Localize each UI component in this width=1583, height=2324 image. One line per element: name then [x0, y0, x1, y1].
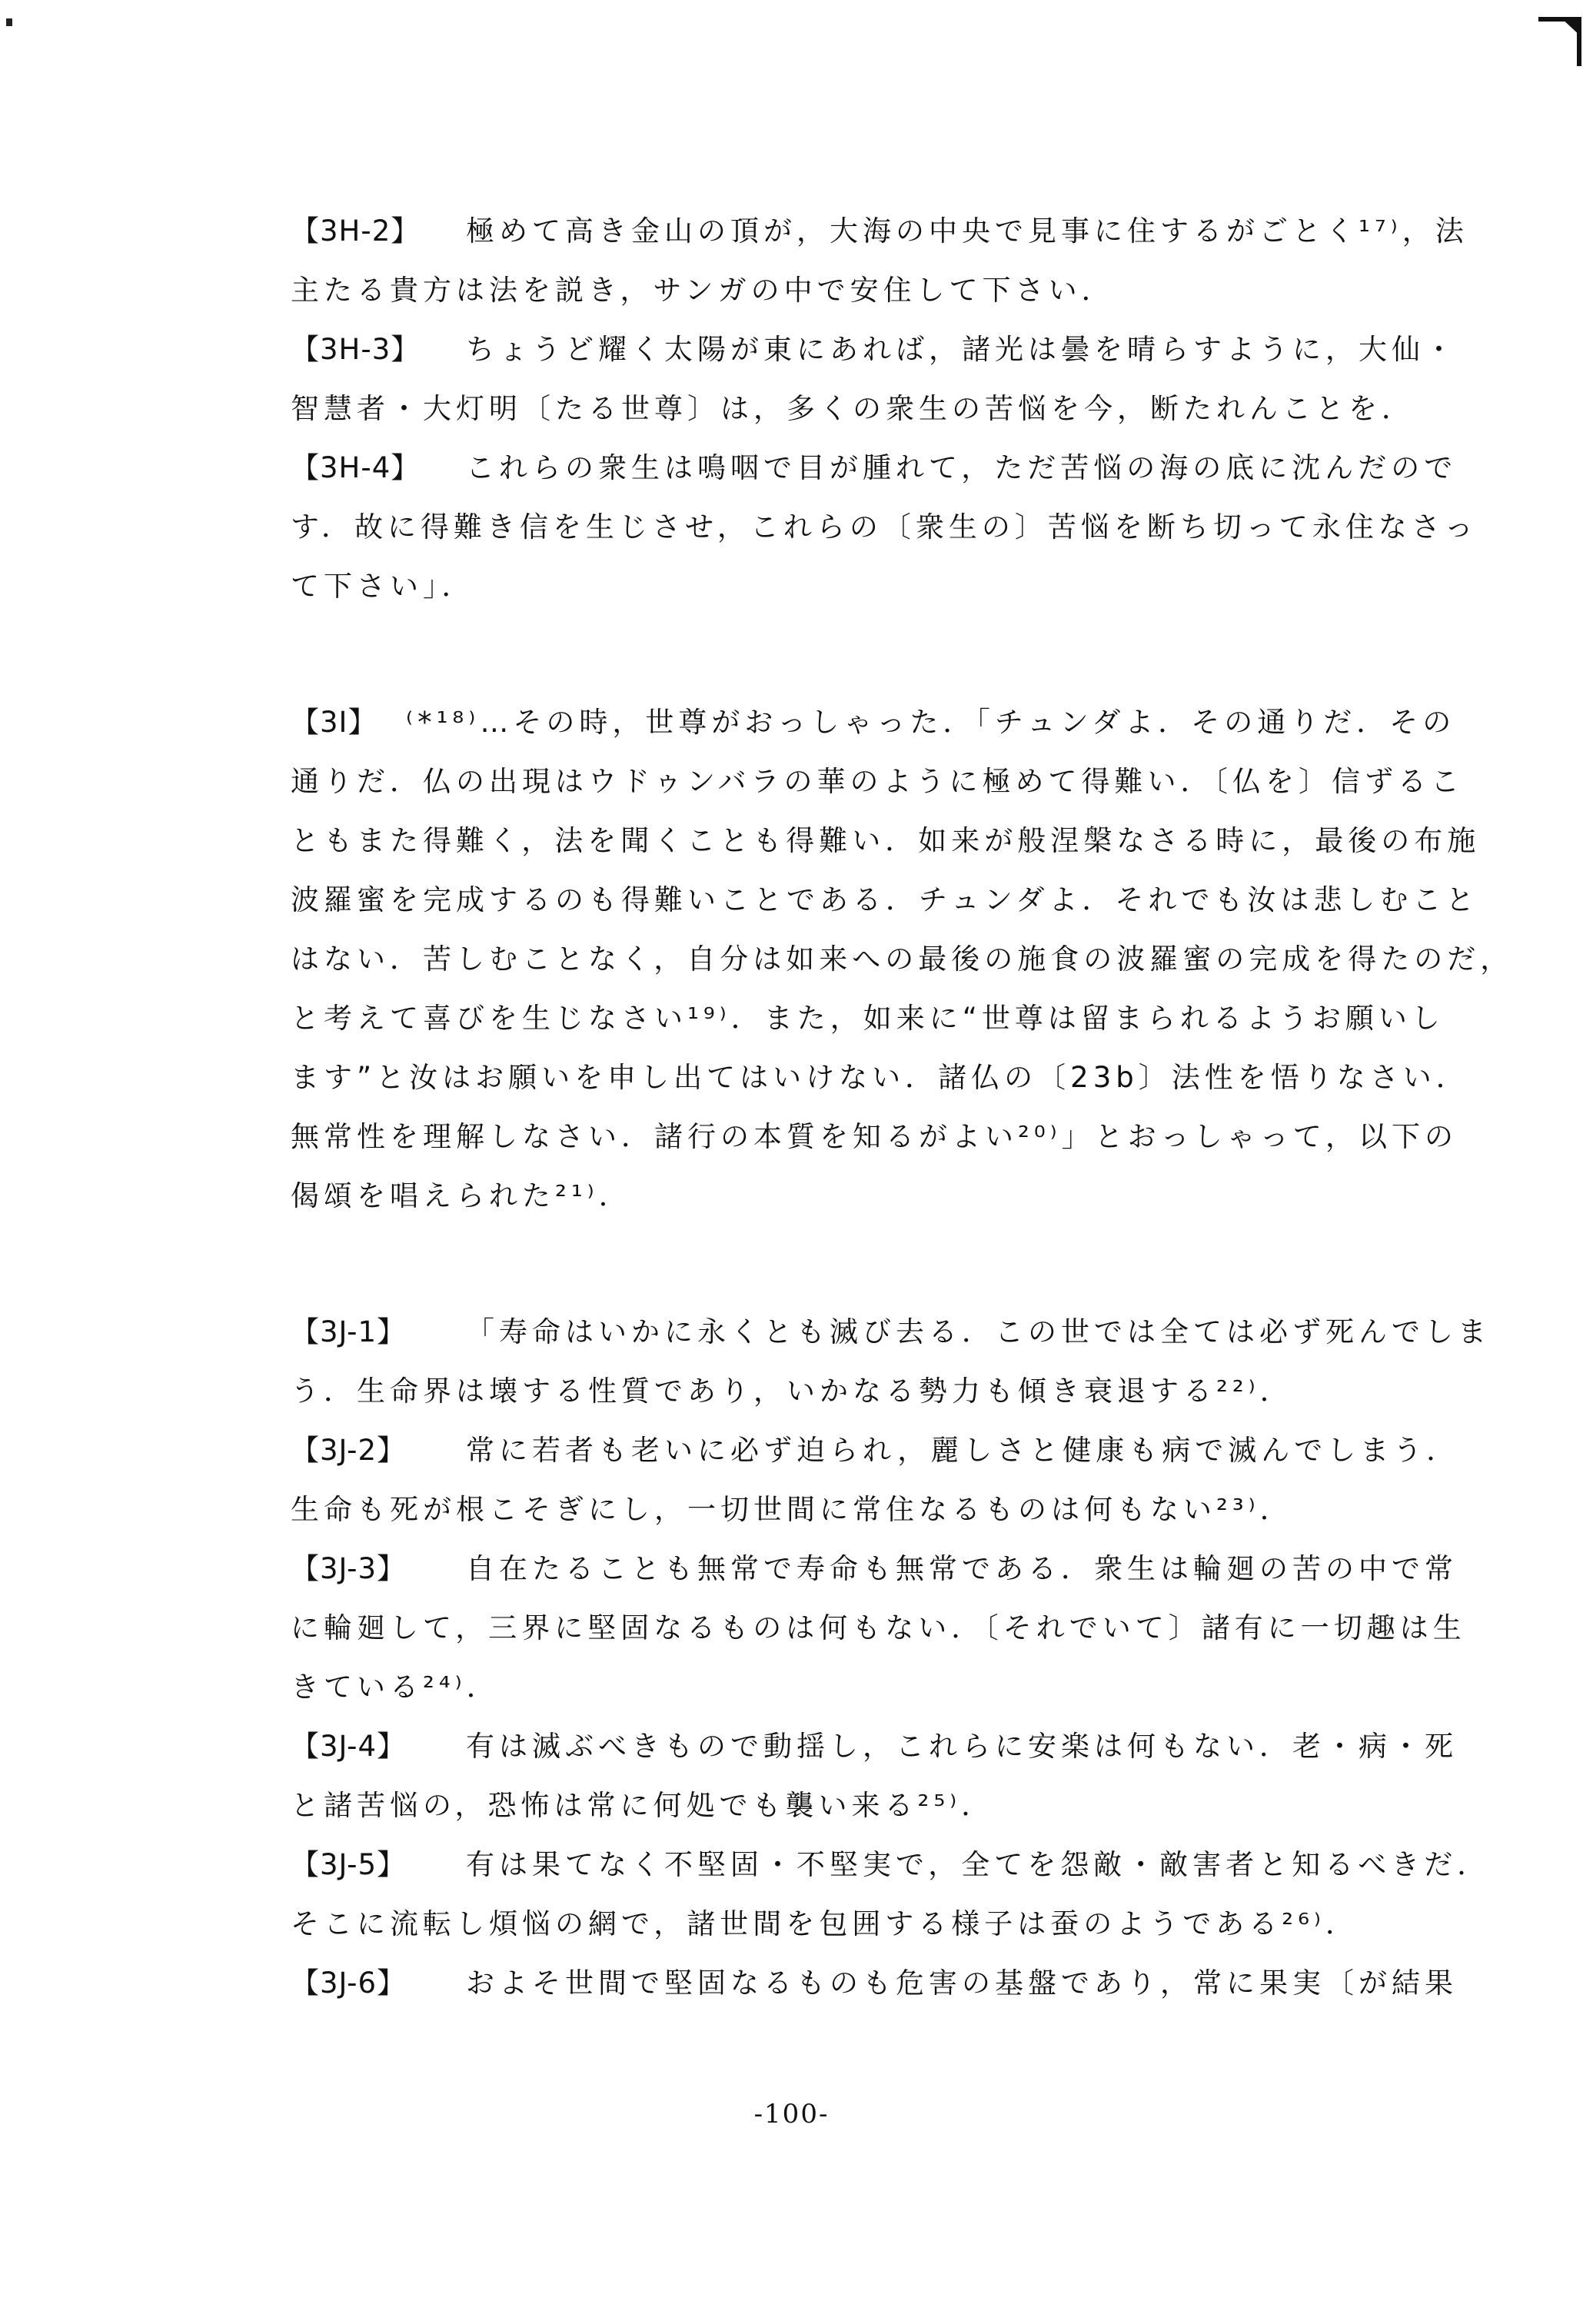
paragraph-label: 【3H-2】 [291, 214, 421, 248]
text-line: 常に若者も老いに必ず迫られ，麗しさと健康も病で滅んでしまう． [466, 1434, 1460, 1467]
text-line: ちょうど耀く太陽が東にあれば，諸光は曇を晴らすように，大仙・ [466, 333, 1458, 366]
scan-mark [6, 18, 12, 26]
text-line: 有は滅ぶべきもので動揺し，これらに安楽は何もない．老・病・死 [466, 1730, 1458, 1763]
paragraph-3j-4 [291, 1717, 1490, 1835]
text-line: およそ世間で堅固なるものも危害の基盤であり，常に果実〔が結果 [466, 1967, 1458, 2000]
text-line: 無常性を理解しなさい．諸行の本質を知るがよい²⁰⁾」とおっしゃって，以下の [291, 1120, 1458, 1153]
text-line: す．故に得難き信を生じさせ，これらの〔衆生の〕苦悩を断ち切って永住なさっ [291, 510, 1478, 544]
paragraph-label: 【3J-3】 [291, 1552, 407, 1585]
paragraph-3j-3 [291, 1539, 1490, 1717]
text-line: 主たる貴方は法を説き，サンガの中で安住して下さい． [291, 274, 1115, 307]
paragraph-spacer [291, 616, 1490, 693]
paragraph-3j-2 [291, 1421, 1490, 1539]
text-line: 極めて高き金山の頂が，大海の中央で見事に住するがごとく¹⁷⁾，法 [466, 214, 1468, 248]
text-line: 生命も死が根こそぎにし，一切世間に常住なるものは何もない²³⁾． [291, 1493, 1293, 1526]
text-line: ます”と汝はお願いを申し出てはいけない．諸仏の〔23b〕法性を悟りなさい． [291, 1061, 1469, 1094]
page-number: -100- [753, 2099, 830, 2130]
text-line: う．生命界は壊する性質であり，いかなる勢力も傾き衰退する²²⁾． [291, 1375, 1293, 1408]
paragraph-label: 【3I】 [291, 706, 377, 739]
text-line: きている²⁴⁾． [291, 1671, 500, 1704]
text-line: 波羅蜜を完成するのも得難いことである．チュンダよ．それでも汝は悲しむこと [291, 883, 1479, 916]
text-line: これらの衆生は鳴咽で目が腫れて，ただ苦悩の海の底に沈んだので [466, 451, 1458, 484]
text-line: 自在たることも無常で寿命も無常である．衆生は輪廻の苦の中で常 [466, 1552, 1458, 1585]
paragraph-3j-5 [291, 1835, 1490, 1953]
paragraph-label: 【3H-4】 [291, 451, 421, 484]
text-line: 通りだ．仏の出現はウドゥンバラの華のように極めて得難い．〔仏を〕信ずるこ [291, 765, 1464, 798]
text-line: と考えて喜びを生じなさい¹⁹⁾．また，如来に“世尊は留まられるようお願いし [291, 1002, 1445, 1035]
paragraph-label: 【3J-4】 [291, 1730, 407, 1763]
text-line: 「寿命はいかに永くとも滅び去る．この世では全ては必ず死んでしま [466, 1315, 1491, 1348]
paragraph-label: 【3H-3】 [291, 333, 421, 366]
text-line: と諸苦悩の，恐怖は常に何処でも襲い来る²⁵⁾． [291, 1789, 995, 1822]
paragraph-3i [291, 693, 1514, 1225]
text-line: に輪廻して，三界に堅固なるものは何もない．〔それでいて〕諸有に一切趣は生 [291, 1611, 1466, 1644]
paragraph-label: 【3J-1】 [291, 1315, 407, 1348]
text-line: 智慧者・大灯明〔たる世尊〕は，多くの衆生の苦悩を今，断たれんことを． [291, 392, 1415, 425]
paragraph-label: 【3J-6】 [291, 1967, 407, 2000]
paragraph-spacer [291, 1225, 1490, 1302]
text-line: 有は果てなく不堅固・不堅実で，全てを怨敵・敵害者と知るべきだ． [466, 1848, 1491, 1881]
paragraph-3j-6 [291, 1953, 1490, 2013]
paragraph-label: 【3J-5】 [291, 1848, 407, 1881]
body-text [291, 201, 1514, 2013]
text-line: ともまた得難く，法を聞くことも得難い．如来が般涅槃なさる時に，最後の布施 [291, 824, 1481, 857]
paragraph-3h-2 [291, 201, 1490, 320]
paragraph-3j-1 [291, 1302, 1490, 1421]
text-line: はない．苦しむことなく，自分は如来への最後の施食の波羅蜜の完成を得たのだ， [291, 943, 1514, 976]
text-line: て下さい」． [291, 570, 475, 603]
paragraph-3h-4 [291, 438, 1490, 616]
text-line: ⁽*¹⁸⁾…その時，世尊がおっしゃった．「チュンダよ．その通りだ．その [406, 706, 1456, 739]
paragraph-3h-3 [291, 320, 1490, 438]
corner-bracket-mark [1537, 14, 1583, 68]
text-line: 偈頌を唱えられた²¹⁾． [291, 1179, 632, 1212]
paragraph-label: 【3J-2】 [291, 1434, 407, 1467]
text-line: そこに流転し煩悩の網で，諸世間を包囲する様子は蚕のようである²⁶⁾． [291, 1907, 1359, 1940]
